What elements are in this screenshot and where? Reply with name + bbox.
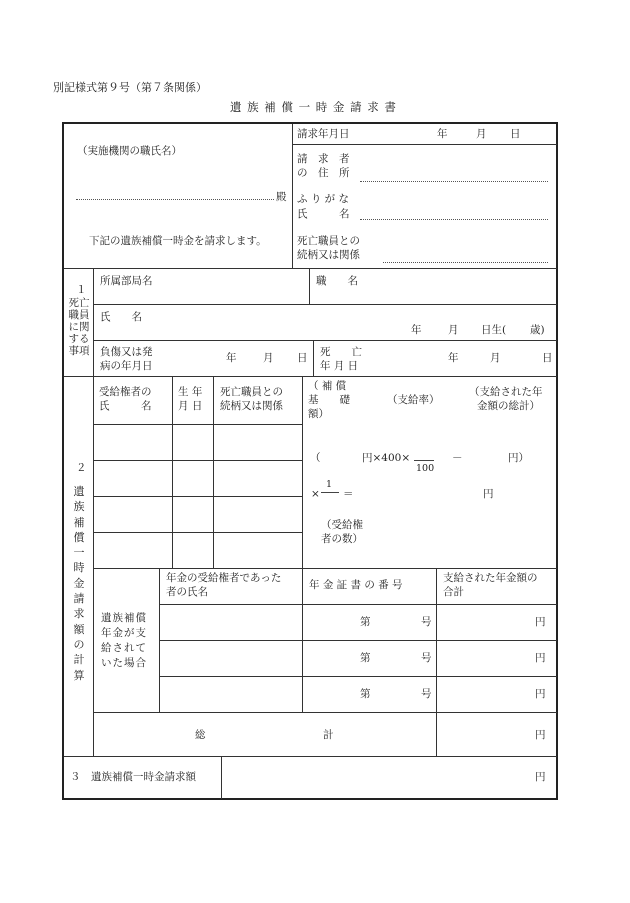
birth-year: 年 [411,324,422,336]
claimant-address-line[interactable] [360,181,548,182]
death-date-label-1: 死 亡 [320,346,362,358]
paid-yen-1: 円 [535,616,546,628]
cert-prefix-2: 第 [360,652,371,664]
calc-paid-1: （支給された年 [469,386,543,398]
death-day: 日 [542,352,553,364]
request-year: 年 [437,128,448,140]
death-month: 月 [490,352,501,364]
claimant-name-label: 氏 名 [297,208,350,220]
calc-base-2: 基 礎 [308,394,350,406]
relation-label-1: 死亡職員との [297,235,360,247]
formula-close: 円） [508,452,529,464]
section2-side-label: 遺族補償一時金請求額の計算 [73,485,85,682]
formula-open: （ [310,452,321,464]
formula-times: × [311,488,320,500]
post-label: 職 名 [316,275,358,287]
paid-yen-3: 円 [535,688,546,700]
total-label-2: 計 [323,729,334,741]
paid-yen-2: 円 [535,652,546,664]
claimant-label-2: の 住 所 [297,167,350,179]
request-month: 月 [476,128,487,140]
relation-label-2: 続柄又は関係 [297,249,360,261]
calc-count-2: 者の数） [321,533,363,545]
death-year: 年 [448,352,459,364]
section1-side-label: 死亡職員に関する事項 [68,297,90,357]
deceased-name-label: 氏 名 [100,311,142,323]
formula-denominator: 100 [416,463,435,474]
col-birth-1: 生 年 [178,386,203,398]
cert-suffix-2: 号 [421,652,432,664]
pension-case-3: 給されて [101,642,147,654]
request-date-label: 請求年月日 [297,128,350,140]
pension-case-4: いた場合 [101,657,147,669]
injury-date-label-2: 病の年月日 [100,360,153,372]
cert-suffix-1: 号 [421,616,432,628]
total-label-1: 総 [195,729,206,741]
calc-rate: （支給率） [387,394,440,406]
formula-base: 円×400× [362,452,411,464]
injury-day: 日 [297,352,308,364]
section2-number: ２ [76,462,87,474]
addressee-line[interactable] [76,199,274,200]
cert-prefix-3: 第 [360,688,371,700]
institution-label: （実施機関の職氏名） [77,145,182,157]
pension-case-1: 遺族補償 [101,612,147,624]
pension-holder-1: 年金の受給権者であった [166,572,282,584]
certificate-header: 年 金 証 書 の 番 号 [309,579,403,591]
death-date-label-2: 年 月 日 [320,360,359,372]
injury-month: 月 [263,352,274,364]
col-beneficiary-2: 氏 名 [99,400,152,412]
paid-total-2: 合計 [443,586,464,598]
col-relation-1: 死亡職員との [220,386,283,398]
furigana-label: ふ り が な [297,193,350,205]
total-yen: 円 [535,729,546,741]
pension-case-2: 年金が支 [101,627,147,639]
form-title: 遺 族 補 償 一 時 金 請 求 書 [230,100,397,114]
birth-month: 月 [448,324,459,336]
pension-holder-2: 者の氏名 [166,586,208,598]
section3-label: ３ 遺族補償一時金請求額 [70,771,196,783]
age-suffix: 歳) [530,324,545,336]
paid-total-1: 支給された年金額の [443,572,538,584]
cert-prefix-1: 第 [360,616,371,628]
addressee-suffix: 殿 [276,191,287,203]
section1-number: １ [76,284,87,296]
department-label: 所属部局名 [100,275,153,287]
request-day: 日 [510,128,521,140]
injury-year: 年 [226,352,237,364]
formula-equals: ＝ [343,488,354,500]
birth-day: 日生( [481,324,507,336]
col-relation-2: 続柄又は関係 [220,400,283,412]
col-beneficiary-1: 受給権者の [99,386,152,398]
calc-count-1: （受給権 [321,519,363,531]
col-birth-2: 月 日 [178,400,203,412]
relation-line[interactable] [383,262,548,263]
calc-paid-2: 金額の総計） [477,400,540,412]
claimant-label-1: 請 求 者 [297,153,350,165]
formula-yen: 円 [483,488,494,500]
calc-base-3: 額） [308,408,329,420]
formula-numerator: 1 [326,479,333,490]
request-statement: 下記の遺族補償一時金を請求します。 [89,235,267,247]
section3-yen: 円 [535,771,546,783]
claimant-name-line[interactable] [360,219,548,220]
calc-base-1: （ 補 償 [308,380,347,392]
cert-suffix-3: 号 [421,688,432,700]
formula-minus: － [452,452,463,464]
injury-date-label-1: 負傷又は発 [100,346,153,358]
form-reference: 別記様式第９号（第７条関係） [53,81,207,94]
